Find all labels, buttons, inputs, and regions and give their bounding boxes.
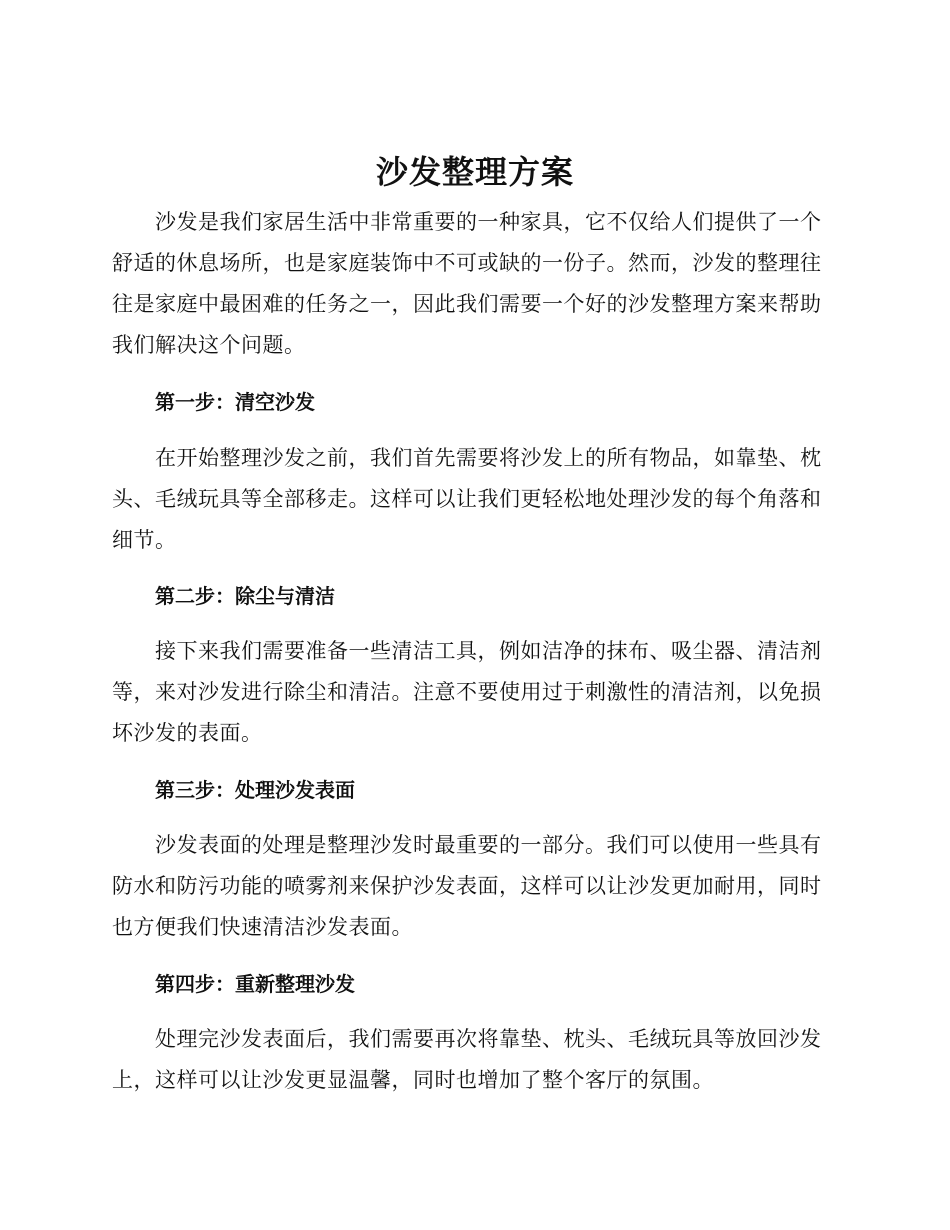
- intro-paragraph: 沙发是我们家居生活中非常重要的一种家具，它不仅给人们提供了一个舒适的休息场所，也是家庭装饰中不可或缺的一份子。然而，沙发的整理往往是家庭中最困难的任务之一，因此我们需要一个好的沙发整理方案来帮助我们解决这个问题。: [112, 210, 822, 357]
- step-1-heading: 第一步：清空沙发: [155, 390, 315, 414]
- document-title: 沙发整理方案: [375, 153, 574, 191]
- step-3-paragraph: 沙发表面的处理是整理沙发时最重要的一部分。我们可以使用一些具有防水和防污功能的喷雾剂来保护沙发表面，这样可以让沙发更加耐用，同时也方便我们快速清洁沙发表面。: [112, 833, 822, 939]
- step-2-paragraph: 接下来我们需要准备一些清洁工具，例如洁净的抹布、吸尘器、清洁剂等，来对沙发进行除尘和清洁。注意不要使用过于刺激性的清洁剂，以免损坏沙发的表面。: [112, 639, 822, 745]
- step-1-paragraph: 在开始整理沙发之前，我们首先需要将沙发上的所有物品，如靠垫、枕头、毛绒玩具等全部移走。这样可以让我们更轻松地处理沙发的每个角落和细节。: [112, 446, 822, 552]
- step-4-heading: 第四步：重新整理沙发: [155, 972, 355, 996]
- step-3-heading: 第三步：处理沙发表面: [155, 778, 355, 802]
- step-2-heading: 第二步：除尘与清洁: [155, 584, 335, 608]
- step-4-paragraph: 处理完沙发表面后，我们需要再次将靠垫、枕头、毛绒玩具等放回沙发上，这样可以让沙发更显温馨，同时也增加了整个客厅的氛围。: [112, 1027, 822, 1092]
